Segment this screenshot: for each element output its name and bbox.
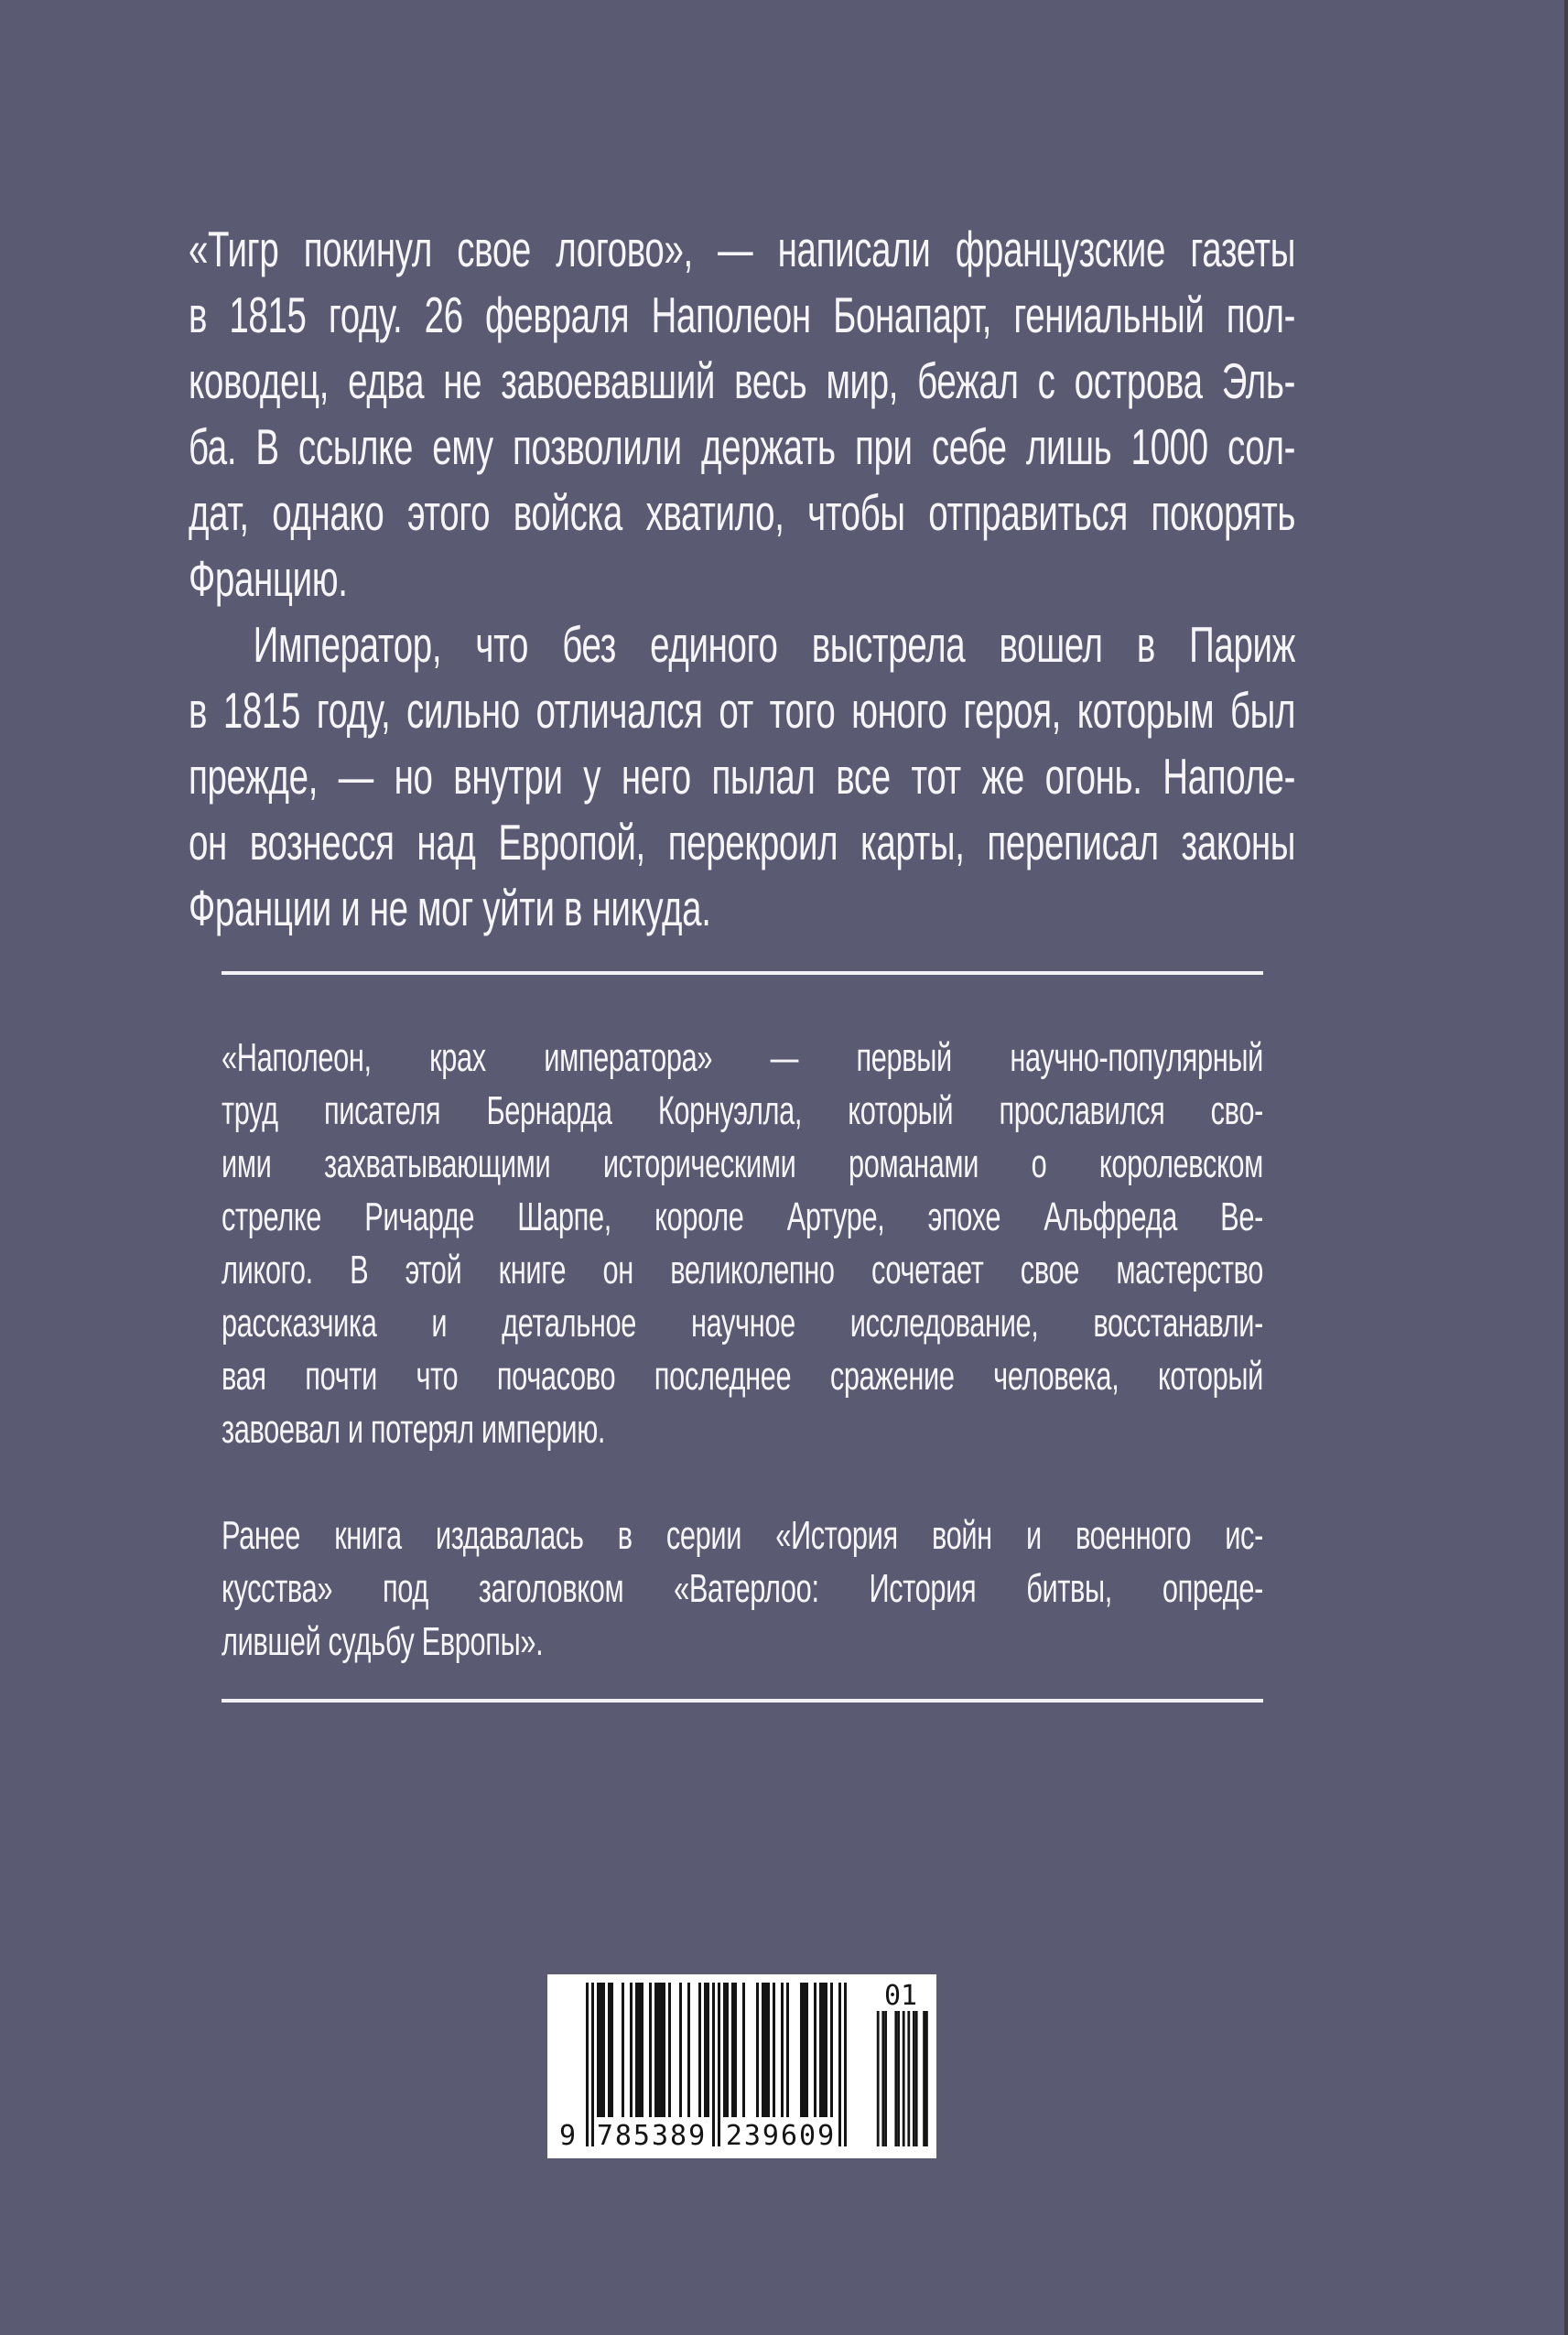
text-line: рассказчика и детальное научное исследование, восстанавли- bbox=[222, 1301, 1263, 1346]
annotation-text bbox=[222, 1032, 1263, 1669]
text-line: Францию. bbox=[189, 550, 348, 607]
text-line: ба. В ссылке ему позволили держать при себе лишь 1000 сол- bbox=[189, 418, 1296, 475]
text-line: Император, что без единого выстрела вошел в Париж bbox=[253, 616, 1296, 673]
ean13-barcode-svg bbox=[547, 1974, 936, 2158]
paragraph bbox=[222, 1032, 1263, 1456]
text-line: «Тигр покинул свое логово», — написали французские газеты bbox=[189, 221, 1296, 277]
paragraph bbox=[189, 216, 1295, 611]
text-line: завоевал и потерял империю. bbox=[222, 1407, 606, 1452]
text-line: ликого. В этой книге он великолепно сочетает свое мастерство bbox=[222, 1248, 1263, 1292]
text-line: кусства» под заголовком «Ватерлоо: История битвы, опреде- bbox=[222, 1566, 1263, 1611]
text-line: прежде, — но внутри у него пылал все тот же огонь. Наполе- bbox=[189, 748, 1296, 805]
barcode bbox=[547, 1974, 936, 2158]
text-line: ководец, едва не завоевавший весь мир, бежал с острова Эль- bbox=[189, 352, 1296, 409]
divider-top bbox=[222, 971, 1263, 975]
paragraph bbox=[222, 1509, 1263, 1669]
text-line: он вознесся над Европой, перекроил карты, переписал законы bbox=[189, 814, 1296, 870]
text-line: в 1815 году. 26 февраля Наполеон Бонапарт, гениальный пол- bbox=[189, 286, 1296, 343]
paragraph bbox=[189, 611, 1295, 941]
text-line: труд писателя Бернарда Корнуэлла, который прославился сво- bbox=[222, 1088, 1263, 1133]
blurb-text bbox=[189, 216, 1295, 941]
barcode-digit-first: 9 bbox=[558, 2120, 577, 2152]
page-edge-shadow bbox=[1564, 0, 1568, 2335]
divider-bottom bbox=[222, 1699, 1263, 1703]
text-line: Ранее книга издавалась в серии «История войн и военного ис- bbox=[222, 1513, 1263, 1558]
text-line: Франции и не мог уйти в никуда. bbox=[189, 880, 711, 936]
text-line: лившей судьбу Европы». bbox=[222, 1619, 544, 1664]
barcode-digits-left: 785389 bbox=[596, 2120, 708, 2152]
barcode-addon-digits: 01 bbox=[883, 1980, 918, 2012]
text-line: ими захватывающими историческими романами о королевском bbox=[222, 1141, 1263, 1186]
text-line: стрелке Ричарде Шарпе, короле Артуре, эпохе Альфреда Ве- bbox=[222, 1195, 1263, 1239]
text-line: «Наполеон, крах императора» — первый научно-популярный bbox=[222, 1035, 1263, 1080]
text-line: дат, однако этого войска хватило, чтобы отправиться покорять bbox=[189, 484, 1296, 541]
barcode-digits-right: 239609 bbox=[725, 2120, 837, 2152]
text-line: вая почти что почасово последнее сражение человека, который bbox=[222, 1354, 1263, 1399]
text-line: в 1815 году, сильно отличался от того юного героя, которым был bbox=[189, 682, 1296, 739]
